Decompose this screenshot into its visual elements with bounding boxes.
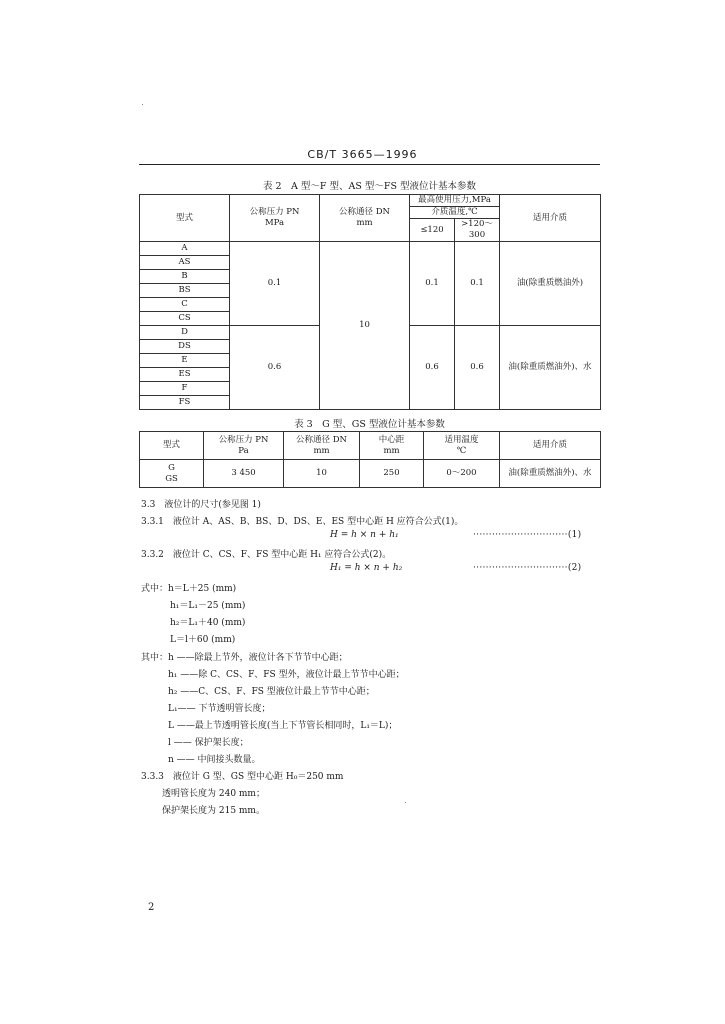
t3-medium-cell: 油(除重质燃油外)、水: [500, 460, 601, 488]
t2-header-medium: 适用介质: [500, 195, 601, 242]
table3-caption: 表 3 G 型、GS 型液位计基本参数: [294, 419, 445, 430]
t2-group1-pn: 0.1: [230, 242, 320, 326]
t3-header-pn: 公称压力 PN Pa: [204, 432, 284, 460]
t3-header-center: 中心距 mm: [360, 432, 424, 460]
section-3-3-heading: 3.3 液位计的尺寸(参见图 1): [141, 500, 261, 510]
formula-2-number: ······························(2): [473, 563, 582, 573]
t2-type-cell: BS: [140, 284, 230, 298]
scan-speck: [142, 104, 143, 105]
t2-group2-p-low: 0.6: [410, 326, 455, 410]
t2-header-pn: 公称压力 PN MPa: [230, 195, 320, 242]
where-line: h₂＝L₁＋40 (mm): [170, 618, 246, 628]
t2-header-temp-high: >120～300: [455, 219, 500, 242]
table2: [139, 194, 601, 410]
standard-code: CB/T 3665—1996: [307, 148, 418, 161]
definition-line: h₂ ——C、CS、F、FS 型液位计最上节节中心距；: [168, 687, 375, 697]
definition-line: L ——最上节透明管长度(当上下节管长相同时，L₁＝L)；: [168, 721, 398, 731]
t2-type-cell: B: [140, 270, 230, 284]
t3-type-cell: G GS: [140, 460, 204, 488]
definition-line: 其中：h ——除最上节外，液位计各下节节中心距；: [141, 653, 348, 663]
t2-group1-p-low: 0.1: [410, 242, 455, 326]
t2-type-cell: ES: [140, 368, 230, 382]
section-3-3-3-line: 保护架长度为 215 mm。: [162, 806, 265, 816]
t2-header-dn: 公称通径 DN mm: [320, 195, 410, 242]
t2-type-cell: DS: [140, 340, 230, 354]
t2-type-cell: AS: [140, 256, 230, 270]
t2-type-cell: E: [140, 354, 230, 368]
formula-1: H = h × n + h₁: [330, 530, 399, 540]
where-line: h₁＝L₁－25 (mm): [170, 601, 246, 611]
t2-type-cell: D: [140, 326, 230, 340]
t3-temp-cell: 0～200: [424, 460, 500, 488]
t2-group1-medium: 油(除重质燃油外): [500, 242, 601, 326]
where-line: 式中：h＝L＋25 (mm): [141, 584, 237, 594]
t2-type-cell: CS: [140, 312, 230, 326]
t2-type-cell: FS: [140, 396, 230, 410]
t3-header-temp: 适用温度 ℃: [424, 432, 500, 460]
definition-line: L₁—— 下节透明管长度；: [168, 704, 271, 714]
header-rule: [139, 164, 600, 165]
t3-dn-cell: 10: [284, 460, 360, 488]
section-3-3-1: 3.3.1 液位计 A、AS、B、BS、D、DS、E、ES 型中心距 H 应符合公式(1)。: [141, 517, 464, 527]
formula-1-number: ······························(1): [473, 530, 582, 540]
section-3-3-2: 3.3.2 液位计 C、CS、F、FS 型中心距 H₁ 应符合公式(2)。: [141, 550, 392, 560]
t3-header-dn: 公称通径 DN mm: [284, 432, 360, 460]
t3-pn-cell: 3 450: [204, 460, 284, 488]
t2-type-cell: C: [140, 298, 230, 312]
where-line: L＝l＋60 (mm): [170, 635, 236, 645]
t2-dn: 10: [320, 242, 410, 410]
scan-speck: [405, 802, 406, 803]
t2-group2-medium: 油(除重质燃油外)、水: [500, 326, 601, 410]
t2-header-medium-temp: 介质温度,℃: [410, 207, 500, 219]
t2-header-max-pressure: 最高使用压力,MPa: [410, 195, 500, 207]
t2-group1-p-high: 0.1: [455, 242, 500, 326]
t2-group2-p-high: 0.6: [455, 326, 500, 410]
t2-type-cell: A: [140, 242, 230, 256]
t2-header-temp-low: ≤120: [410, 219, 455, 242]
t2-type-cell: F: [140, 382, 230, 396]
definition-line: l —— 保护架长度；: [168, 738, 249, 748]
t3-header-medium: 适用介质: [500, 432, 601, 460]
t3-header-type: 型式: [140, 432, 204, 460]
section-3-3-3-line: 透明管长度为 240 mm；: [162, 789, 265, 799]
definition-line: n —— 中间接头数量。: [168, 755, 261, 765]
t2-group2-pn: 0.6: [230, 326, 320, 410]
definition-line: h₁ ——除 C、CS、F、FS 型外，液位计最上节节中心距；: [168, 670, 405, 680]
table2-caption: 表 2 A 型～F 型、AS 型～FS 型液位计基本参数: [262, 181, 477, 192]
section-3-3-3: 3.3.3 液位计 G 型、GS 型中心距 H₀＝250 mm: [141, 772, 344, 782]
formula-2: H₁ = h × n + h₂: [330, 563, 403, 573]
table3: [139, 431, 601, 488]
t2-header-type: 型式: [140, 195, 230, 242]
t3-center-cell: 250: [360, 460, 424, 488]
page-number: 2: [148, 902, 155, 913]
